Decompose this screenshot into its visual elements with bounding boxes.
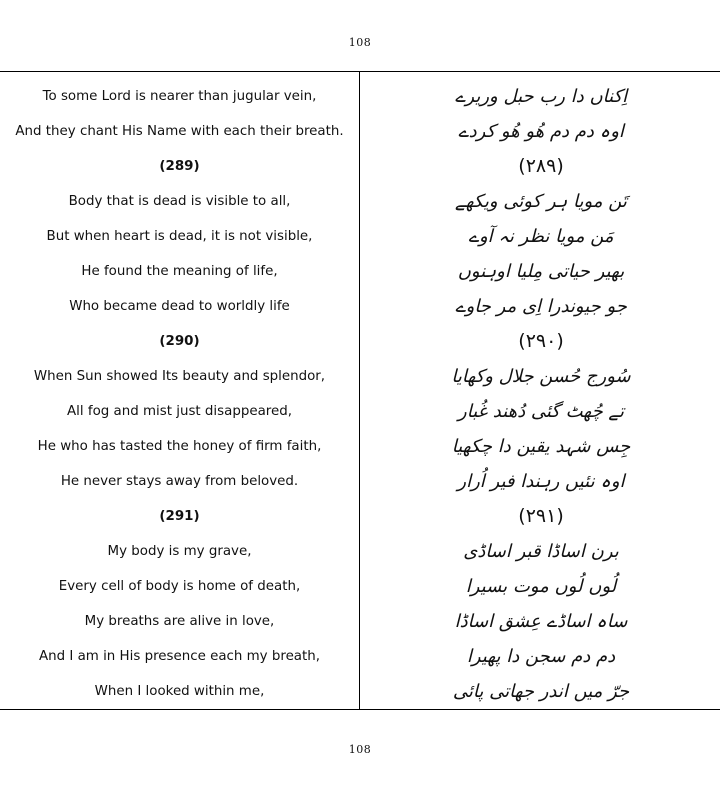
urdu-line: جو جیوندرا اِی مر جاوے: [455, 296, 627, 317]
bottom-rule: [0, 709, 720, 710]
urdu-verse-number: (۲۹۰): [518, 330, 564, 352]
english-line: And they chant His Name with each their breath.: [15, 124, 344, 139]
urdu-line: اوہ نئیں رہندا فیر اُرار: [457, 471, 625, 492]
english-line: He who has tasted the honey of firm faith,: [37, 439, 322, 454]
urdu-line: تَن مویا ہر کوئی ویکھے: [455, 191, 627, 212]
urdu-line: مَن مویا نظر نہ آوے: [468, 226, 614, 247]
urdu-line: تے چُھٹ گئی دُھند غُبار: [458, 401, 624, 422]
urdu-line: اوہ دم دم ھُو ھُو کردے: [458, 121, 624, 142]
english-line: He found the meaning of life,: [81, 264, 278, 279]
english-line: Who became dead to worldly life: [69, 299, 290, 314]
urdu-line: لُوں لُوں موت بسیرا: [465, 576, 617, 597]
urdu-verse-number: (۲۹۱): [518, 505, 564, 527]
top-rule: [0, 71, 720, 72]
urdu-line: سُورج حُسن جلال وکھایا: [451, 366, 631, 387]
column-divider: [359, 72, 360, 709]
verse-number: (291): [159, 509, 200, 524]
english-line: My body is my grave,: [107, 544, 252, 559]
urdu-line: ساہ اساڈے عِشق اساڈا: [454, 611, 628, 632]
urdu-line: دم دم سجن دا پھیرا: [466, 646, 616, 667]
verse-number: (289): [159, 159, 200, 174]
english-line: When Sun showed Its beauty and splendor,: [33, 369, 326, 384]
urdu-line: بھیر حیاتی مِلیا اوہنوں: [457, 261, 625, 282]
english-line: Every cell of body is home of death,: [58, 579, 301, 594]
page-number-bottom: 108: [348, 743, 372, 756]
english-translation-column: [0, 79, 359, 709]
english-line: But when heart is dead, it is not visible,: [46, 229, 313, 244]
english-line: My breaths are alive in love,: [84, 614, 275, 629]
urdu-line: برن اساڈا قبر اساڈی: [463, 541, 619, 562]
urdu-line: جرّ میں اندر جھاتی پائی: [452, 681, 630, 702]
verse-number: (290): [159, 334, 200, 349]
urdu-verse-number: (۲۸۹): [518, 155, 564, 177]
page-number-top: 108: [348, 36, 372, 49]
urdu-verse-column: [362, 79, 720, 709]
english-line: All fog and mist just disappeared,: [67, 404, 292, 419]
english-line: He never stays away from beloved.: [60, 474, 299, 489]
urdu-line: جِس شہد یقین دا چکھیا: [451, 436, 631, 457]
english-line: When I looked within me,: [94, 684, 265, 699]
english-line: To some Lord is nearer than jugular vein,: [42, 89, 317, 104]
urdu-line: اِکناں دا رب حبل وریرے: [454, 86, 628, 107]
english-line: Body that is dead is visible to all,: [68, 194, 291, 209]
english-line: And I am in His presence each my breath,: [38, 649, 321, 664]
